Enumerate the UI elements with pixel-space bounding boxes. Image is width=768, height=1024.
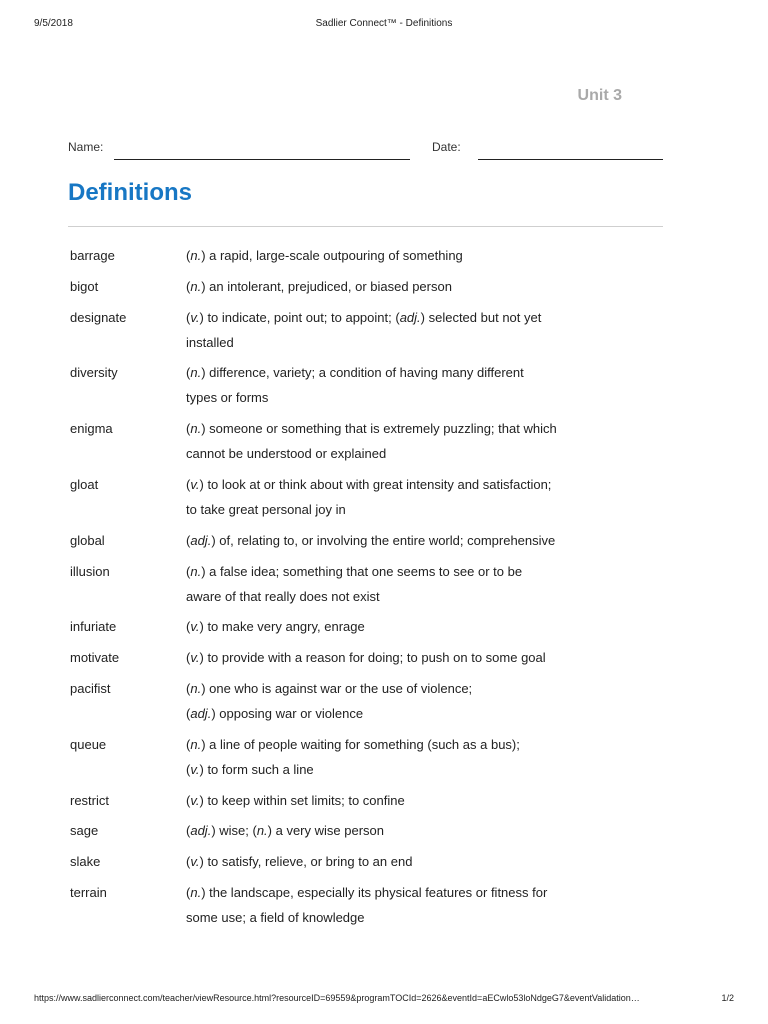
name-label: Name: <box>68 140 104 154</box>
definition-segment: some use; a field of knowledge <box>186 909 365 925</box>
definition-segment: cannot be understood or explained <box>186 446 387 462</box>
definition-line <box>186 559 596 584</box>
definition-segment: ) a very wise person <box>267 823 384 839</box>
definition-term: global <box>70 532 105 548</box>
definition-line <box>186 330 596 355</box>
part-of-speech: n. <box>190 884 202 900</box>
part-of-speech: v. <box>190 619 200 635</box>
definition-line <box>186 305 596 330</box>
definition-line <box>186 584 596 609</box>
definition-term: infuriate <box>70 619 117 635</box>
definition-term: queue <box>70 736 107 752</box>
definition-text <box>186 880 596 930</box>
definition-entry <box>70 676 670 726</box>
definition-segment: ) selected but not yet <box>420 309 542 325</box>
definition-segment: ( <box>186 650 191 666</box>
definition-term: enigma <box>70 421 113 437</box>
part-of-speech: n. <box>190 248 202 263</box>
definition-segment: ( <box>186 278 191 294</box>
definition-term: illusion <box>70 563 110 579</box>
print-page-number: 1/2 <box>721 993 734 1003</box>
part-of-speech: n. <box>190 736 202 752</box>
definition-entry <box>70 559 670 609</box>
definition-text <box>186 645 596 670</box>
part-of-speech: adj. <box>190 705 212 721</box>
definition-entry <box>70 528 670 553</box>
definition-line <box>186 905 596 930</box>
definition-segment: aware of that really does not exist <box>186 588 380 604</box>
definition-text <box>186 528 596 553</box>
unit-label: Unit 3 <box>577 87 622 104</box>
heading-divider <box>68 226 663 227</box>
definition-segment: ( <box>186 792 191 808</box>
definition-segment: ) of, relating to, or involving the entire world; comprehensive <box>211 532 556 548</box>
part-of-speech: v. <box>190 761 200 777</box>
definition-entry <box>70 243 670 268</box>
definition-entry <box>70 732 670 782</box>
definition-segment: ) to make very angry, enrage <box>199 619 365 635</box>
part-of-speech: v. <box>190 650 200 666</box>
definition-text <box>186 274 596 299</box>
definition-line <box>186 614 596 639</box>
definition-segment: ) to indicate, point out; to appoint; ( <box>199 309 400 325</box>
part-of-speech: v. <box>190 476 200 492</box>
definition-text <box>186 788 596 813</box>
definition-term: gloat <box>70 476 99 492</box>
definition-line <box>186 243 596 268</box>
definition-text <box>186 559 596 609</box>
page-heading: Definitions <box>68 179 192 206</box>
definition-segment: ( <box>186 854 191 870</box>
part-of-speech: adj. <box>190 823 212 839</box>
definition-line <box>186 385 596 410</box>
definition-segment: ( <box>186 309 191 325</box>
definition-line <box>186 880 596 905</box>
definition-line <box>186 732 596 757</box>
definition-segment: ) to satisfy, relieve, or bring to an end <box>199 854 413 870</box>
definition-segment: ) one who is against war or the use of violence; <box>201 680 473 696</box>
definition-segment: ) difference, variety; a condition of having many different <box>201 365 524 381</box>
definition-line <box>186 416 596 441</box>
definition-segment: ) to provide with a reason for doing; to push on to some goal <box>199 650 546 666</box>
definition-segment: ) a rapid, large-scale outpouring of something <box>201 248 463 263</box>
definition-entry <box>70 305 670 355</box>
definition-entry <box>70 360 670 410</box>
definition-segment: ) a line of people waiting for something (such as a bus); <box>201 736 520 752</box>
definition-line <box>186 360 596 385</box>
definition-line <box>186 701 596 726</box>
definition-line <box>186 528 596 553</box>
definition-entry <box>70 880 670 930</box>
definition-entry <box>70 416 670 466</box>
definition-entry <box>70 788 670 813</box>
definition-line <box>186 645 596 670</box>
part-of-speech: n. <box>190 563 202 579</box>
definition-segment: ) wise; ( <box>211 823 257 839</box>
definitions-list <box>70 243 670 936</box>
definition-segment: ( <box>186 884 191 900</box>
print-footer-url: https://www.sadlierconnect.com/teacher/viewResource.html?resourceID=69559&programTOCId=2626&eventId=aECwlo53loNdgeG7&eventValidation… <box>34 993 640 1003</box>
part-of-speech: n. <box>190 365 202 381</box>
definition-segment: ( <box>186 619 191 635</box>
part-of-speech: v. <box>190 854 200 870</box>
definition-segment: ( <box>186 680 191 696</box>
definition-text <box>186 360 596 410</box>
date-label: Date: <box>432 140 461 154</box>
definition-line <box>186 274 596 299</box>
definition-segment: ( <box>186 421 191 437</box>
definition-entry <box>70 818 670 843</box>
part-of-speech: v. <box>190 792 200 808</box>
date-blank-line <box>478 159 663 160</box>
definition-segment: ( <box>186 248 191 263</box>
part-of-speech: adj. <box>399 309 421 325</box>
definition-segment: ) the landscape, especially its physical features or fitness for <box>201 884 548 900</box>
definition-term: barrage <box>70 248 115 263</box>
definition-line <box>186 818 596 843</box>
definition-text <box>186 416 596 466</box>
definition-segment: to take great personal joy in <box>186 501 346 517</box>
definition-segment: ) a false idea; something that one seems to see or to be <box>201 563 523 579</box>
definition-segment: ( <box>186 736 191 752</box>
definition-segment: ( <box>186 532 191 548</box>
definition-line <box>186 849 596 874</box>
definition-term: restrict <box>70 792 109 808</box>
part-of-speech: v. <box>190 309 200 325</box>
definition-term: pacifist <box>70 680 111 696</box>
part-of-speech: n. <box>256 823 268 839</box>
definition-text <box>186 818 596 843</box>
definition-line <box>186 497 596 522</box>
definition-term: designate <box>70 309 127 325</box>
definition-segment: types or forms <box>186 390 269 406</box>
definition-text <box>186 732 596 782</box>
definition-segment: ( <box>186 476 191 492</box>
definition-text <box>186 243 596 268</box>
definition-segment: ( <box>186 761 191 777</box>
definition-segment: ( <box>186 365 191 381</box>
definition-line <box>186 757 596 782</box>
definition-line <box>186 788 596 813</box>
definition-entry <box>70 274 670 299</box>
definition-line <box>186 676 596 701</box>
definition-segment: installed <box>186 334 234 350</box>
definition-entry <box>70 614 670 639</box>
definition-term: diversity <box>70 365 118 381</box>
part-of-speech: n. <box>190 421 202 437</box>
name-blank-line <box>114 159 410 160</box>
definition-segment: ) to keep within set limits; to confine <box>199 792 405 808</box>
definition-entry <box>70 645 670 670</box>
definition-term: slake <box>70 854 101 870</box>
part-of-speech: n. <box>190 680 202 696</box>
definition-term: motivate <box>70 650 120 666</box>
part-of-speech: n. <box>190 278 202 294</box>
definition-text <box>186 472 596 522</box>
part-of-speech: adj. <box>190 532 212 548</box>
print-page-title: Sadlier Connect™ - Definitions <box>315 18 453 29</box>
definition-entry <box>70 849 670 874</box>
definition-segment: ) opposing war or violence <box>211 705 364 721</box>
definition-segment: ) to look at or think about with great intensity and satisfaction; <box>199 476 552 492</box>
definition-segment: ) someone or something that is extremely puzzling; that which <box>201 421 557 437</box>
definition-line <box>186 472 596 497</box>
definition-line <box>186 441 596 466</box>
definition-term: terrain <box>70 884 107 900</box>
definition-entry <box>70 472 670 522</box>
definition-segment: ( <box>186 705 191 721</box>
definition-segment: ( <box>186 823 191 839</box>
definition-text <box>186 614 596 639</box>
definition-text <box>186 305 596 355</box>
definition-text <box>186 849 596 874</box>
definition-segment: ( <box>186 563 191 579</box>
print-date: 9/5/2018 <box>34 18 73 29</box>
definition-text <box>186 676 596 726</box>
definition-term: sage <box>70 823 99 839</box>
definition-segment: ) an intolerant, prejudiced, or biased person <box>201 278 452 294</box>
definition-term: bigot <box>70 278 99 294</box>
definition-segment: ) to form such a line <box>199 761 314 777</box>
